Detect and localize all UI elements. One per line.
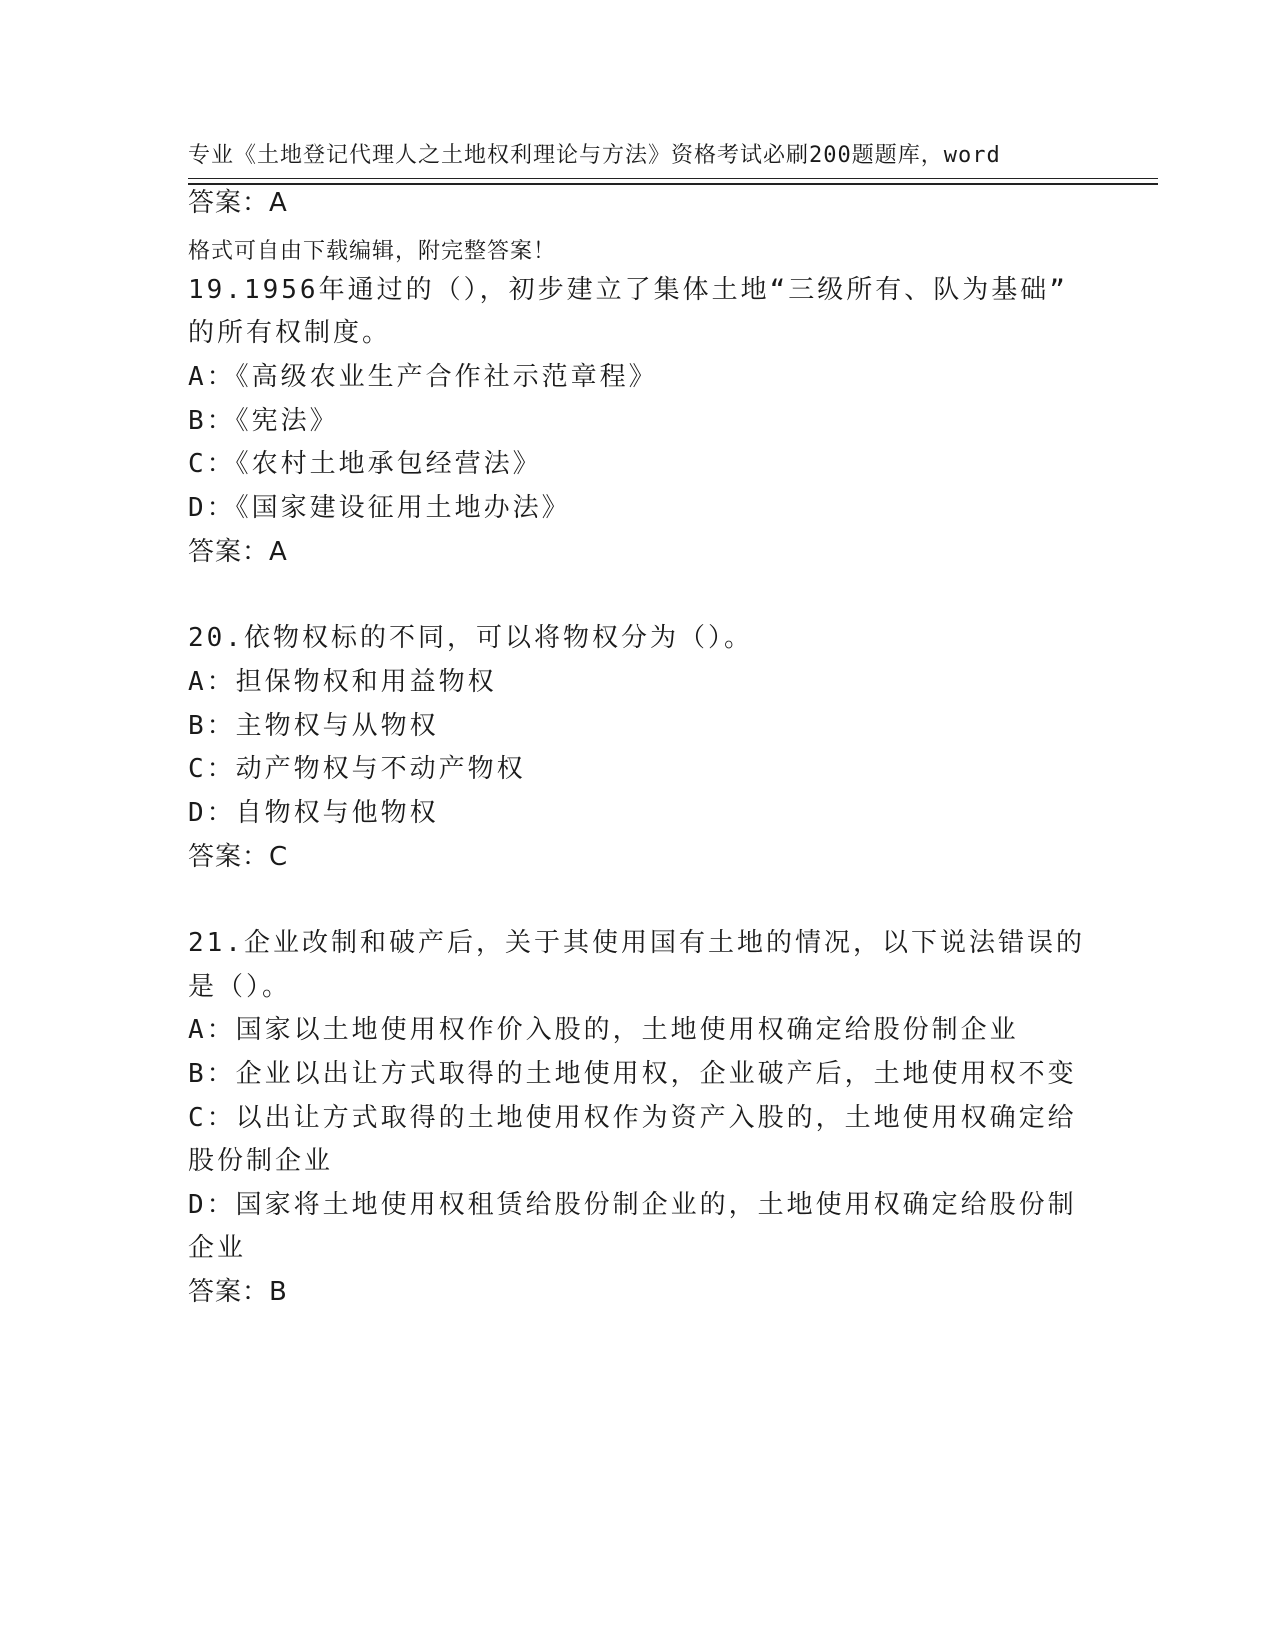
question-20-option-c: C：动产物权与不动产物权 bbox=[188, 754, 526, 784]
question-21-stem-line-2: 是（）。 bbox=[188, 972, 292, 1002]
question-19-option-c: C：《农村土地承包经营法》 bbox=[188, 449, 542, 479]
header-line-2: 格式可自由下载编辑，附完整答案！ bbox=[188, 239, 557, 264]
question-21-option-d: D：国家将土地使用权租赁给股份制企业的，土地使用权确定给股份制 bbox=[188, 1190, 1077, 1220]
question-20-stem-line-1: 20.依物权标的不同，可以将物权分为（）。 bbox=[188, 623, 753, 653]
question-19-stem-line-1: 19.1956年通过的（），初步建立了集体土地“三级所有、队为基础” bbox=[188, 275, 1068, 305]
question-19-option-b: B：《宪法》 bbox=[188, 406, 339, 436]
previous-answer: 答案：A bbox=[188, 188, 288, 218]
header-line-1: 专业《土地登记代理人之土地权利理论与方法》资格考试必刷200题题库，word bbox=[188, 143, 1001, 168]
question-20-option-d: D：自物权与他物权 bbox=[188, 798, 439, 828]
question-21-option-c-continued: 股份制企业 bbox=[188, 1146, 334, 1176]
question-21-option-a: A：国家以土地使用权作价入股的，土地使用权确定给股份制企业 bbox=[188, 1015, 1019, 1045]
question-20-option-b: B：主物权与从物权 bbox=[188, 711, 439, 741]
question-19-answer: 答案：A bbox=[188, 537, 288, 567]
question-20-option-a: A：担保物权和用益物权 bbox=[188, 667, 497, 697]
question-19-option-a: A：《高级农业生产合作社示范章程》 bbox=[188, 362, 658, 392]
question-19-option-d: D：《国家建设征用土地办法》 bbox=[188, 493, 571, 523]
question-19-stem-line-2: 的所有权制度。 bbox=[188, 318, 392, 348]
question-21-option-c: C：以出让方式取得的土地使用权作为资产入股的，土地使用权确定给 bbox=[188, 1103, 1077, 1133]
header-divider-thick bbox=[188, 183, 1158, 185]
question-21-stem-line-1: 21.企业改制和破产后，关于其使用国有土地的情况，以下说法错误的 bbox=[188, 928, 1085, 958]
header-divider-thin bbox=[188, 178, 1158, 179]
question-21-option-b: B：企业以出让方式取得的土地使用权，企业破产后，土地使用权不变 bbox=[188, 1059, 1077, 1089]
question-21-option-d-continued: 企业 bbox=[188, 1233, 247, 1263]
question-21-answer: 答案：B bbox=[188, 1277, 288, 1307]
question-20-answer: 答案：C bbox=[188, 842, 289, 872]
